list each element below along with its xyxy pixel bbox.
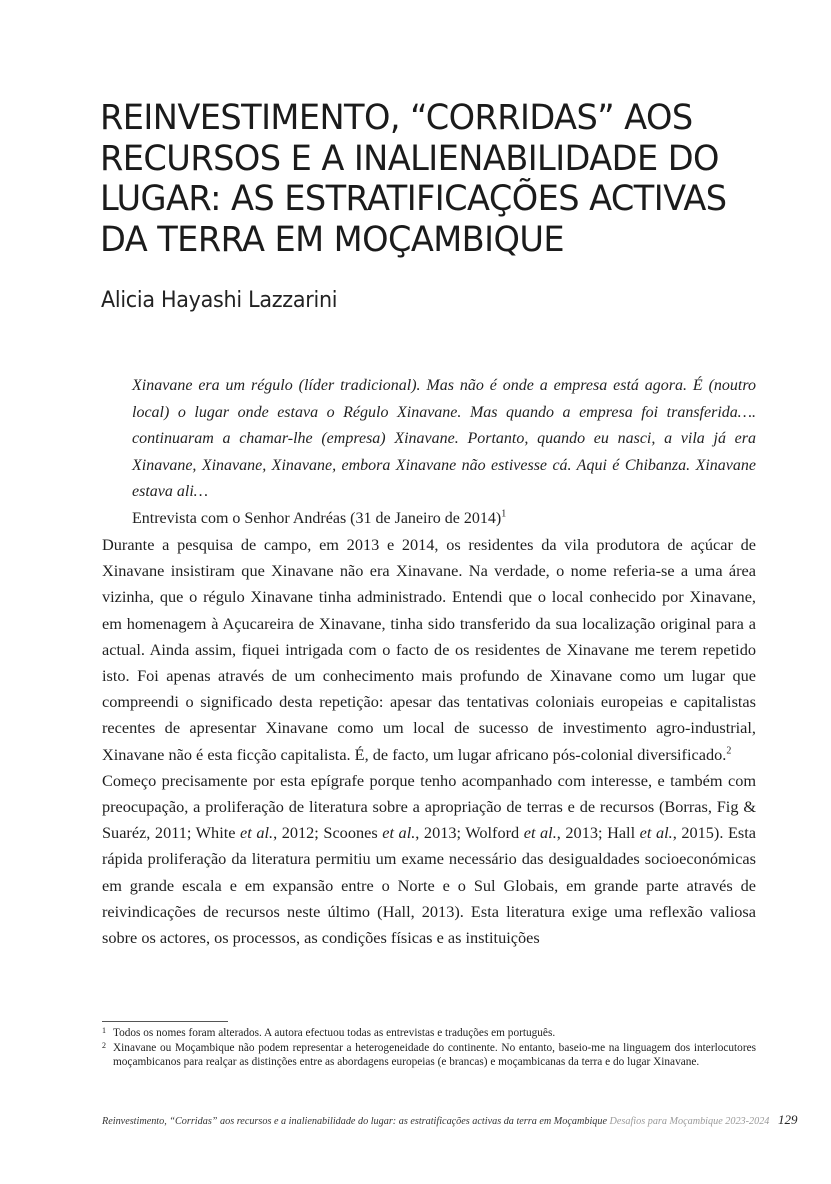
paragraph-text: Durante a pesquisa de campo, em 2013 e 2014, os residentes da vila produtora de açúcar de Xinavane insistiram que Xinavane não era Xinavane. Na verdade, o nome referia-se a uma área vizinha, que o régulo Xinavane tinha administrado. Entendi que o local conhecido por Xinavane, em homenagem à Açucareira de Xinavane, tinha sido transferido da sua localização original para a actual. Ainda assim, fiquei intrigada com o facto de os residentes de Xinavane me terem repetido isto. Foi apenas através de um conhecimento mais profundo de Xinavane como um lugar que compreendi o significado desta repetição: apesar das tentativas coloniais europeias e capitalistas recentes de apresentar Xinavane como um local de sucesso de investimento agro-industrial, Xinavane não é esta ficção capitalista. É, de facto, um lugar africano pós-colonial diversificado. (102, 535, 756, 764)
citation-etal: et al. (523, 823, 557, 843)
paragraph-text: , 2015). Esta rápida proliferação da literatura permitiu um exame necessário das desigualdades socioeconómicas em grande escala e em expansão entre o Norte e o Sul Globais, em grande parte através de reivindicações de recursos neste último (Hall, 2013). Esta literatura exige uma reflexão valiosa sobre os actores, os processos, as condições físicas e as instituições (102, 823, 757, 948)
title-line: RECURSOS E A INALIENABILIDADE DO (100, 138, 719, 179)
footnote-number: 1 (102, 1026, 106, 1035)
page-number: 129 (777, 1112, 798, 1127)
epigraph-source (132, 506, 756, 533)
paragraph-text: , 2013; Hall (556, 823, 640, 843)
footnote-text: Xinavane ou Moçambique não podem representar a heterogeneidade do continente. No entanto, baseio-me na linguagem dos interlocutores moçambicanos para realçar as distinções entre as abordagens europeias (e brancas) e moçambicanas da terra e do lugar Xinavane. (113, 1041, 756, 1068)
title-line: LUGAR: AS ESTRATIFICAÇÕES ACTIVAS (100, 179, 727, 219)
footnote (102, 1026, 756, 1041)
main-text (102, 532, 756, 951)
citation-etal: et al. (639, 823, 673, 843)
paragraph-text: Começo precisamente por esta epígrafe porque tenho acompanhado com interesse, e também com preocupação, a proliferação de literatura sobre a apropriação de terras e de recursos (Borras, Fig & Suaréz, 2011; White (102, 770, 756, 843)
footnote-number: 2 (102, 1040, 106, 1050)
epigraph (132, 373, 756, 532)
title-line: REINVESTIMENTO, “CORRIDAS” AOS (100, 98, 693, 138)
paragraph (102, 532, 756, 768)
paragraph-text: , 2012; Scoones (273, 823, 383, 843)
footnote-text: Todos os nomes foram alterados. A autora efectuou todas as entrevistas e traduções em português. (113, 1027, 556, 1039)
citation-etal: et al. (240, 823, 274, 843)
series-title: Desafios para Moçambique 2023-2024 (609, 1116, 770, 1127)
paragraph (102, 768, 756, 951)
citation-etal: et al. (382, 823, 416, 843)
paragraph-text: , 2013; Wolford (415, 823, 524, 843)
footnote-divider (102, 1021, 228, 1022)
footnote-ref[interactable]: 2 (726, 745, 732, 757)
footnotes (102, 1026, 756, 1070)
page-footer (102, 1112, 798, 1128)
running-title: Reinvestimento, “Corridas” aos recursos e a inalienabilidade do lugar: as estratificações activas da terra em Moçambique (102, 1116, 607, 1127)
title-line: DA TERRA EM MOÇAMBIQUE (100, 219, 565, 260)
author-name: Alicia Hayashi Lazzarini (101, 288, 338, 313)
epigraph-source-text: Entrevista com o Senhor Andréas (31 de Janeiro de 2014) (132, 509, 502, 527)
footnote (102, 1041, 756, 1070)
chapter-title (100, 98, 753, 260)
epigraph-quote: Xinavane era um régulo (líder tradicional). Mas não é onde a empresa está agora. É (noutro local) o lugar onde estava o Régulo Xinavane. Mas quando a empresa foi transferida…. continuaram a chamar-lhe (empresa) Xinavane. Portanto, quando eu nasci, a vila já era Xinavane, Xinavane, Xinavane, embora Xinavane não estivesse cá. Aqui é Chibanza. Xinavane estava ali… (132, 377, 756, 500)
footnote-ref[interactable]: 1 (501, 508, 507, 520)
